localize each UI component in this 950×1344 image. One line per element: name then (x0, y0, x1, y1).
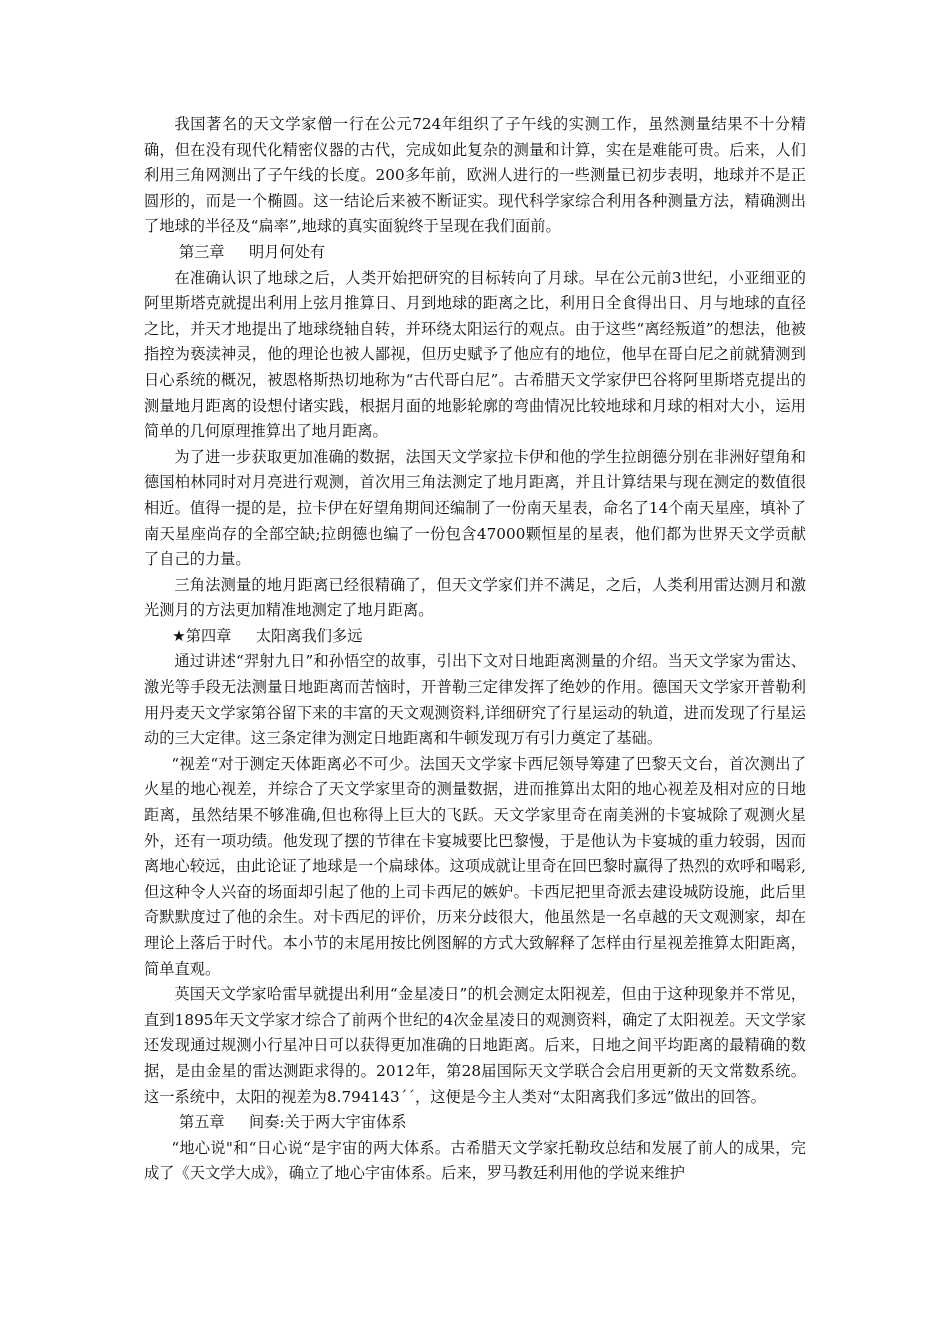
chapter-4-number: 第四章 (185, 626, 232, 645)
chapter-4-title: 太阳离我们多远 (255, 626, 363, 645)
paragraph-meridian: 我国著名的天文学家僧一行在公元724年组织了子午线的实测工作，虽然测量结果不十分精确，但在没有现代化精密仪器的古代，完成如此复杂的测量和计算，实在是难能可贵。后来，人们利用三角网测出了子午线的长度。200多年前，欧洲人进行的一些测量已初步表明，地球并不是正圆形的，而是一个椭圆。这一结论后来被不断证实。现代科学家综合利用各种测量方法，精确测出了地球的半径及“扁率”,地球的真实面貌终于呈现在我们面前。 (144, 115, 806, 236)
chapter-5-number: 第五章 (178, 1113, 225, 1132)
paragraph-cosmic-systems: “地心说"和“日心说“是宇宙的两大体系。古希腊天文学家托勒玫总结和发展了前人的成果，完成了《天文学大成》，确立了地心宇宙体系。后来，罗马教廷利用他的学说来维护 (144, 1138, 806, 1183)
document-page (144, 112, 806, 1187)
paragraph-aristarchus: 在准确认识了地球之后，人类开始把研究的目标转向了月球。早在公元前3世纪，小亚细亚的阿里斯塔克就提出利用上弦月推算日、月到地球的距离之比，利用日全食得出日、月与地球的直径之比，并天才地提出了地球绕轴自转，并环绕太阳运行的观点。由于这些“离经叛道”的想法，他被指控为亵渎神灵，他的理论也被人鄙视，但历史赋予了他应有的地位，他早在哥白尼之前就猜测到日心系统的概况，被恩格斯热切地称为“古代哥白尼”。古希腊天文学家伊巴谷将阿里斯塔克提出的测量地月距离的设想付诸实践，根据月面的地影轮廓的弯曲情况比较地球和月球的相对大小，运用简单的几何原理推算出了地月距离。 (144, 268, 806, 441)
star-icon: ★ (172, 626, 186, 645)
paragraph-venus-transit: 英国天文学家哈雷早就提出利用“金星凌日”的机会测定太阳视差，但由于这种现象并不常见，直到1895年天文学家才综合了前两个世纪的4次金星凌日的观测资料，确定了太阳视差。天文学家还发现通过规测小行星冲日可以获得更加准确的日地距离。后来，日地之间平均距离的最精确的数据，是由金星的雷达测距求得的。2012年，第28届国际天文学联合会启用更新的天文常数系统。这一系统中，太阳的视差为8.794143´´，这便是今主人类对“太阳离我们多远”做出的回答。 (144, 985, 806, 1106)
chapter-5-title: 间奏:关于两大宇宙体系 (248, 1113, 407, 1132)
chapter-3-heading (144, 240, 806, 266)
paragraph-parallax: “视差“对于测定天体距离必不可少。法国天文学家卡西尼领导筹建了巴黎天文台，首次测出了火星的地心视差，并综合了天文学家里奇的测量数据，进而推算出太阳的地心视差及相对应的日地距离，虽然结果不够准确,但也称得上巨大的飞跃。天文学家里奇在南美洲的卡宴城除了观测火星外，还有一项功绩。他发现了摆的节律在卡宴城要比巴黎慢，于是他认为卡宴城的重力较弱，因而离地心较远，由此论证了地球是一个扁球体。这项成就让里奇在回巴黎时赢得了热烈的欢呼和喝彩,但这种令人兴奋的场面却引起了他的上司卡西尼的嫉妒。卡西尼把里奇派去建设城防设施，此后里奇默默度过了他的余生。对卡西尼的评价，历来分歧很大，他虽然是一名卓越的天文观测家，却在理论上落后于时代。本小节的末尾用按比例图解的方式大致解释了怎样由行星视差推算太阳距离，简单直观。 (144, 754, 806, 978)
chapter-4-heading (144, 624, 806, 650)
paragraph-lacaille: 为了进一步获取更加准确的数据，法国天文学家拉卡伊和他的学生拉朗德分别在非洲好望角和德国柏林同时对月亮进行观测，首次用三角法测定了地月距离，并且计算结果与现在测定的数值很相近。值得一提的是，拉卡伊在好望角期间还编制了一份南天星表，命名了14个南天星座，填补了南天星座尚存的全部空缺;拉朗德也编了一份包含47000颗恒星的星表，他们都为世界天文学贡献了自己的力量。 (144, 447, 806, 569)
paragraph-radar-laser: 三角法测量的地月距离已经很精确了，但天文学家们并不满足，之后，人类利用雷达测月和激光测月的方法更加精准地测定了地月距离。 (144, 575, 806, 620)
paragraph-kepler: 通过讲述“羿射九日”和孙悟空的故事，引出下文对日地距离测量的介绍。当天文学家为雷达、激光等手段无法测量日地距离而苦恼时，开普勒三定律发挥了绝妙的作用。德国天文学家开普勒利用丹麦天文学家第谷留下来的丰富的天文观测资料,详细研究了行星运动的轨道，进而发现了行星运动的三大定律。这三条定律为测定日地距离和牛顿发现万有引力奠定了基础。 (144, 652, 806, 748)
chapter-5-heading (144, 1110, 806, 1136)
chapter-3-number: 第三章 (178, 242, 225, 261)
chapter-3-title: 明月何处有 (248, 242, 326, 261)
